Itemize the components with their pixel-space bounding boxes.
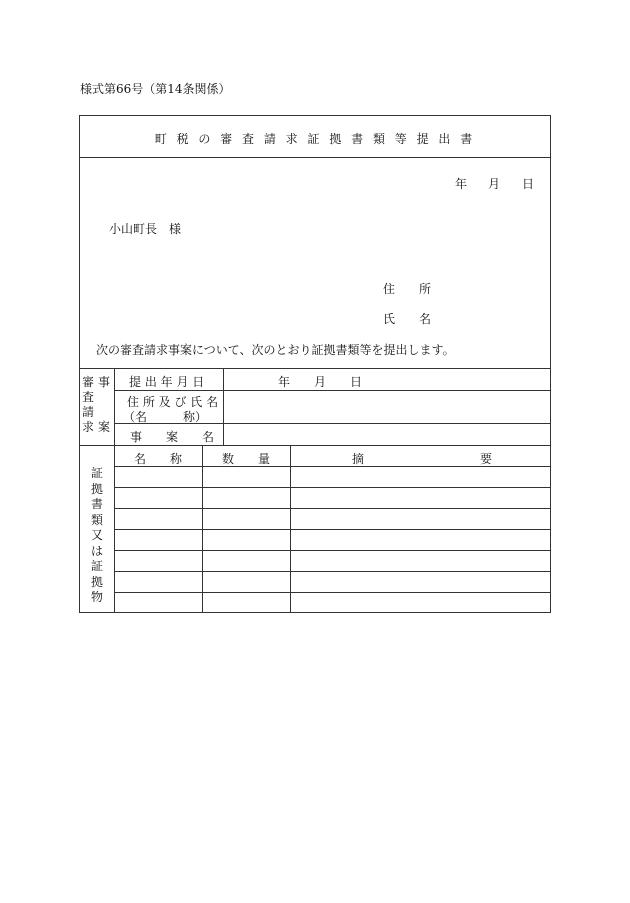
form-number-label: 様式第66号（第14条関係） bbox=[80, 82, 231, 96]
date-month: 月 bbox=[488, 177, 501, 191]
evidence-row-line bbox=[114, 487, 551, 488]
evidence-row-line bbox=[114, 529, 551, 530]
address-name-label: 住 所 及 び 氏 名 bbox=[127, 395, 219, 409]
side-label-divider bbox=[114, 368, 115, 613]
evidence-row-line bbox=[114, 508, 551, 509]
case-section-top bbox=[79, 368, 551, 369]
evidence-row-line bbox=[114, 571, 551, 572]
addressee: 小山町長 様 bbox=[109, 222, 182, 236]
title-divider bbox=[79, 157, 551, 158]
date-day: 日 bbox=[522, 177, 535, 191]
case-label-divider bbox=[223, 368, 224, 445]
case-side-label-2: 事 案 bbox=[97, 375, 110, 434]
evidence-row-line bbox=[114, 592, 551, 593]
submit-date-value: 年 月 日 bbox=[278, 375, 363, 389]
col-header-name: 名 称 bbox=[133, 452, 182, 466]
case-name-label: 事 案 名 bbox=[130, 430, 215, 444]
evidence-row-line bbox=[114, 550, 551, 551]
col-header-quantity: 数 量 bbox=[221, 452, 270, 466]
date-year: 年 bbox=[455, 177, 468, 191]
case-row-divider-1 bbox=[114, 390, 551, 391]
applicant-address-label: 住 所 bbox=[383, 282, 432, 296]
col-header-summary-2: 要 bbox=[480, 452, 493, 466]
col-header-summary-1: 摘 bbox=[352, 452, 365, 466]
form-title: 町 税 の 審 査 請 求 証 拠 書 類 等 提 出 書 bbox=[154, 132, 476, 146]
title-sublabel: （名 称） bbox=[123, 410, 208, 424]
submission-statement: 次の審査請求事案について、次のとおり証拠書類等を提出します。 bbox=[96, 343, 455, 357]
evidence-section-top bbox=[79, 445, 551, 446]
submit-date-label: 提 出 年 月 日 bbox=[129, 375, 205, 389]
case-side-label: 審 査 請 求 bbox=[81, 375, 94, 434]
evidence-side-label: 証 拠 書 類 又 は 証 拠 物 bbox=[90, 466, 103, 604]
applicant-name-label: 氏 名 bbox=[383, 312, 432, 326]
form-frame bbox=[79, 115, 551, 613]
